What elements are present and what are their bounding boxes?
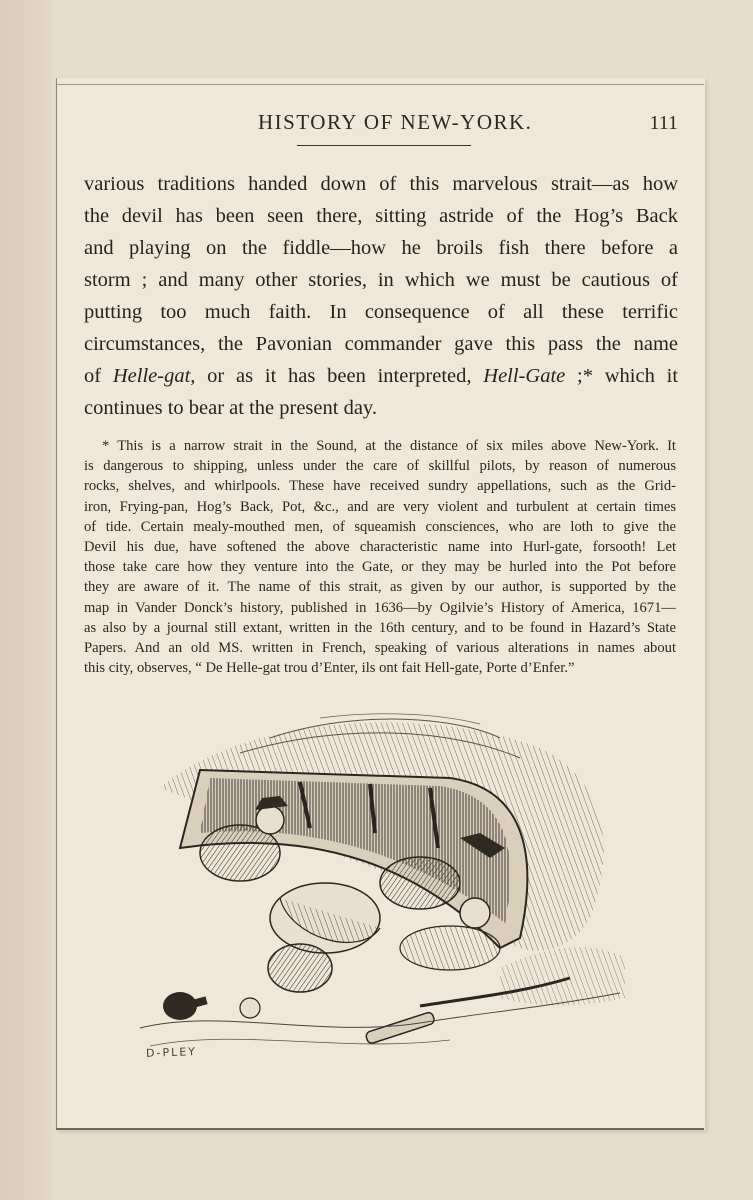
italic-term-helle-gat: Helle-gat, [112, 365, 196, 387]
book-gutter [0, 0, 52, 1200]
footnote-line: is dangerous to shipping, unless under the care of skillful pilots, by reason of numerous [84, 458, 676, 475]
page-header [232, 110, 682, 140]
body-line: the devil has been seen there, sitting astride of the Hog’s Back [84, 205, 678, 227]
body-line: storm ; and many other stories, in which we must be cautious of [84, 269, 678, 291]
body-line: various traditions handed down of this marvelous strait—as how [84, 173, 678, 195]
footnote-line: those take care how they venture into the Gate, or they may be hurled into the Pot before [84, 559, 676, 576]
body-line: circumstances, the Pavonian commander gave this pass the name [84, 333, 678, 355]
footnote-line: map in Vander Donck’s history, published in 1636—by Ogilvie’s History of America, 1671— [84, 599, 676, 616]
footnote-line: Papers. And an old MS. written in French, speaking of various alterations in names about [84, 640, 676, 657]
footnote-line: they are aware of it. The name of this strait, as given by our author, is supported by the [84, 579, 676, 596]
artist-signature: D-PLEY [145, 1045, 198, 1060]
footnote [84, 436, 676, 678]
footnote-line: iron, Frying-pan, Hog’s Back, Pot, &c., and are very violent and turbulent at certain times [84, 498, 676, 515]
footnote-line: this city, observes, “ De Helle-gat trou d’Enter, ils ont fait Hell-gate, Porte d’Enfer.” [84, 660, 575, 677]
body-text-segment: ;* which it [565, 365, 679, 387]
main-text [84, 168, 678, 424]
footnote-line: as also by a journal still extant, written in the 16th century, and to be found in Hazard’s State [84, 619, 676, 636]
header-rule [297, 145, 471, 146]
page-bottom-edge [56, 1128, 704, 1130]
body-line: and playing on the fiddle—how he broils fish there before a [84, 237, 678, 259]
page-number: 111 [649, 112, 678, 134]
footnote-line: rocks, shelves, and whirlpools. These have received sundry appellations, such as the Grid- [84, 478, 676, 495]
engraving-capsized-boat-icon [120, 708, 632, 1078]
page-top-edge [56, 84, 704, 85]
body-text-segment: or as it has been interpreted, [195, 365, 484, 387]
footnote-line: * This is a narrow strait in the Sound, at the distance of six miles above New-York. It [102, 438, 676, 454]
footnote-line: Devil his due, have softened the above characteristic name into Hurl-gate, forsooth! Let [84, 539, 676, 556]
body-line [84, 360, 678, 392]
body-text-segment: of [84, 365, 113, 387]
body-line: continues to bear at the present day. [84, 397, 377, 419]
running-title: HISTORY OF NEW-YORK. [258, 110, 533, 134]
footnote-line: of tide. Certain mealy-mouthed men, of squeamish consciences, who are loth to give the [84, 518, 676, 535]
italic-term-hell-gate: Hell-Gate [483, 365, 566, 387]
body-line: putting too much faith. In consequence of all these terrific [84, 301, 678, 323]
